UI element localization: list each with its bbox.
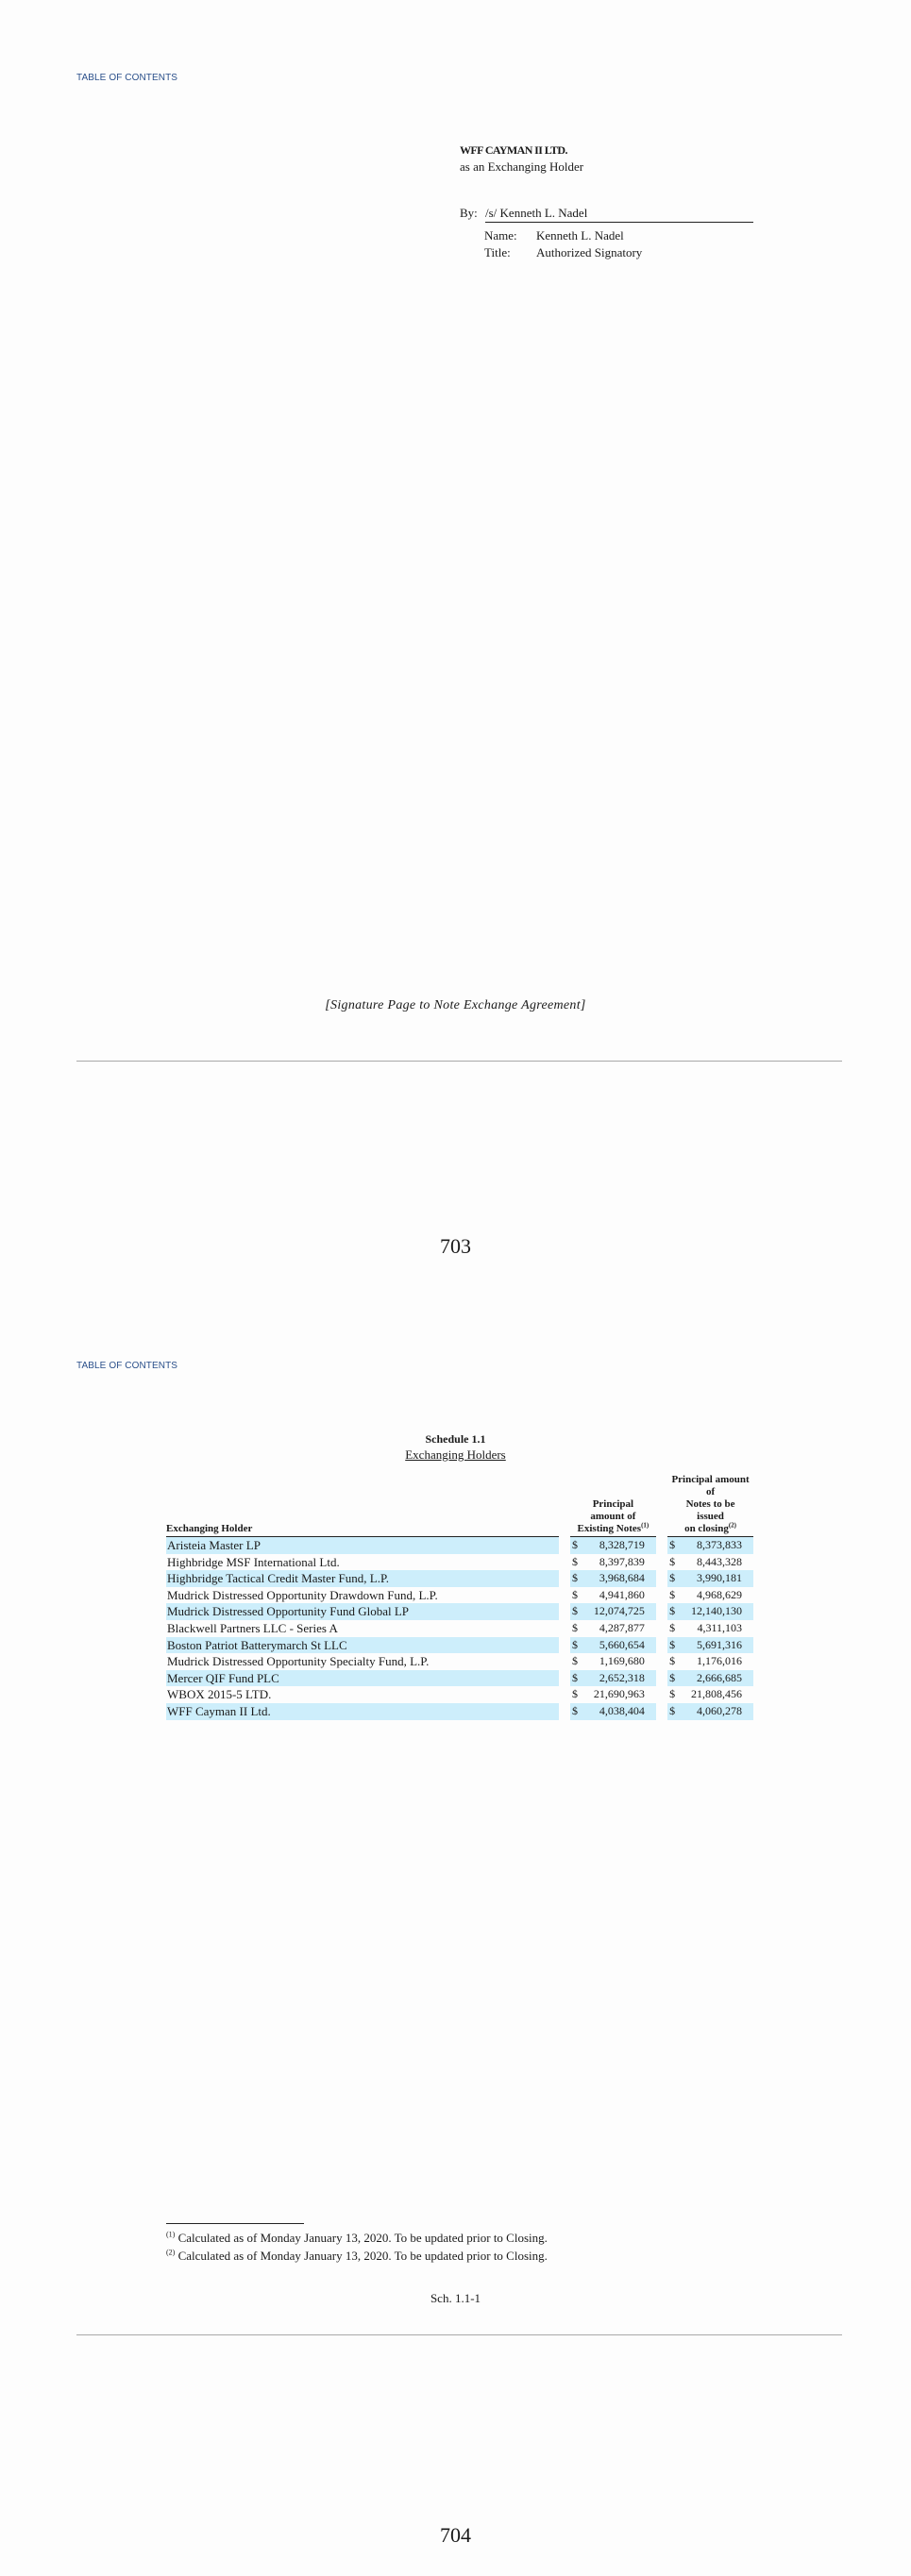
amount-value: 5,660,654 [599, 1637, 645, 1651]
by-label: By: [460, 206, 478, 220]
holder-name-cell: Boston Patriot Batterymarch St LLC [166, 1637, 559, 1654]
currency-symbol: $ [669, 1538, 676, 1551]
currency-symbol: $ [571, 1620, 578, 1634]
currency-symbol: $ [571, 1571, 578, 1585]
amount-value: 8,443,328 [697, 1554, 742, 1568]
schedule-page-label: Sch. 1.1-1 [430, 2291, 481, 2305]
currency-symbol: $ [669, 1703, 676, 1717]
footnote-1: $^{(1)}$ Calculated as of Monday January 13, 2020. To be updated prior to Closing. [166, 2230, 548, 2245]
page-divider [76, 1061, 842, 1062]
exchanging-holders-table [166, 1474, 753, 1720]
amount-value: 2,666,685 [697, 1670, 742, 1684]
issued-notes-amount-cell [667, 1620, 753, 1637]
amount-value: 8,373,833 [697, 1538, 742, 1551]
signature-line [485, 222, 753, 223]
table-of-contents-link[interactable]: TABLE OF CONTENTS [76, 1361, 178, 1371]
issued-notes-amount-cell [667, 1703, 753, 1720]
table-row [166, 1686, 753, 1703]
currency-symbol: $ [669, 1654, 676, 1668]
signatory-entity-name: WFF CAYMAN II LTD. [460, 143, 567, 157]
existing-notes-amount-cell [570, 1670, 656, 1687]
signature-page-caption: [Signature Page to Note Exchange Agreement] [325, 998, 586, 1012]
issued-notes-amount-cell [667, 1570, 753, 1587]
currency-symbol: $ [571, 1538, 578, 1551]
title-label: Title: [484, 245, 511, 259]
table-row [166, 1703, 753, 1720]
signature-text: /s/ Kenneth L. Nadel [485, 206, 588, 220]
amount-value: 5,691,316 [697, 1637, 742, 1651]
table-row [166, 1554, 753, 1571]
amount-value: 4,968,629 [697, 1587, 742, 1601]
amount-value: 21,808,456 [691, 1687, 742, 1701]
table-row [166, 1670, 753, 1687]
currency-symbol: $ [571, 1654, 578, 1668]
currency-symbol: $ [571, 1687, 578, 1701]
issued-notes-amount-cell [667, 1603, 753, 1620]
currency-symbol: $ [669, 1554, 676, 1568]
page-number: 703 [440, 1234, 471, 1258]
page-divider [76, 2334, 842, 2335]
currency-symbol: $ [571, 1554, 578, 1568]
schedule-subtitle: Exchanging Holders [405, 1447, 506, 1462]
currency-symbol: $ [669, 1687, 676, 1701]
table-header-row [166, 1474, 753, 1537]
existing-notes-amount-cell [570, 1587, 656, 1604]
issued-notes-amount-cell [667, 1587, 753, 1604]
amount-value: 4,287,877 [599, 1620, 645, 1634]
existing-notes-amount-cell [570, 1653, 656, 1670]
existing-notes-amount-cell [570, 1686, 656, 1703]
currency-symbol: $ [669, 1587, 676, 1601]
name-value: Kenneth L. Nadel [536, 228, 624, 243]
table-row [166, 1603, 753, 1620]
table-of-contents-link[interactable]: TABLE OF CONTENTS [76, 73, 178, 83]
currency-symbol: $ [669, 1571, 676, 1585]
table-row [166, 1570, 753, 1587]
existing-notes-amount-cell [570, 1603, 656, 1620]
currency-symbol: $ [669, 1670, 676, 1684]
currency-symbol: $ [571, 1604, 578, 1618]
issued-notes-amount-cell [667, 1637, 753, 1654]
signatory-role: as an Exchanging Holder [460, 159, 584, 174]
holder-name-cell: WBOX 2015-5 LTD. [167, 1687, 272, 1702]
holder-name-cell: Mudrick Distressed Opportunity Specialty Fund, L.P. [167, 1654, 430, 1669]
title-value: Authorized Signatory [536, 245, 643, 259]
amount-value: 4,311,103 [697, 1620, 742, 1634]
signatory-name-row [484, 228, 624, 243]
column-header-holder: Exchanging Holder [166, 1474, 559, 1537]
amount-value: 12,140,130 [691, 1604, 742, 1618]
signature-block [460, 143, 752, 259]
column-header-notes-issued: Principal amount of Notes to be issued on closing$^{(2)}$ [667, 1474, 753, 1537]
existing-notes-amount-cell [570, 1637, 656, 1654]
holder-name-cell: Highbridge MSF International Ltd. [167, 1554, 340, 1569]
holder-name-cell: Mudrick Distressed Opportunity Drawdown Fund, L.P. [167, 1587, 438, 1602]
holder-name-cell: Mercer QIF Fund PLC [166, 1670, 559, 1687]
table-row [166, 1537, 753, 1554]
existing-notes-amount-cell [570, 1570, 656, 1587]
amount-value: 4,038,404 [599, 1703, 645, 1717]
page-number: 704 [440, 2523, 471, 2547]
schedule-title: Schedule 1.1 [425, 1432, 486, 1446]
column-header-existing-notes: Principal amount of Existing Notes$^{(1)}$ [570, 1474, 656, 1537]
holder-name-cell: Highbridge Tactical Credit Master Fund, L.P. [166, 1570, 559, 1587]
currency-symbol: $ [571, 1587, 578, 1601]
amount-value: 1,169,680 [599, 1654, 645, 1668]
issued-notes-amount-cell [667, 1670, 753, 1687]
existing-notes-amount-cell [570, 1703, 656, 1720]
amount-value: 8,328,719 [599, 1538, 645, 1551]
holder-name-cell: Aristeia Master LP [166, 1537, 559, 1554]
existing-notes-amount-cell [570, 1537, 656, 1554]
footnote-divider [166, 2223, 304, 2224]
signature-by-row [460, 206, 752, 221]
signatory-title-row [484, 245, 642, 260]
name-label: Name: [484, 228, 517, 243]
amount-value: 3,990,181 [697, 1571, 742, 1585]
holder-name-cell: Mudrick Distressed Opportunity Fund Global LP [166, 1603, 559, 1620]
currency-symbol: $ [669, 1604, 676, 1618]
currency-symbol: $ [571, 1703, 578, 1717]
amount-value: 12,074,725 [593, 1604, 645, 1618]
holder-name-cell: Blackwell Partners LLC - Series A [167, 1620, 338, 1635]
amount-value: 3,968,684 [599, 1571, 645, 1585]
table-body [166, 1537, 753, 1720]
issued-notes-amount-cell [667, 1686, 753, 1703]
table-row [166, 1637, 753, 1654]
issued-notes-amount-cell [667, 1554, 753, 1571]
currency-symbol: $ [571, 1637, 578, 1651]
footnote-2: $^{(2)}$ Calculated as of Monday January 13, 2020. To be updated prior to Closing. [166, 2248, 548, 2263]
existing-notes-amount-cell [570, 1554, 656, 1571]
currency-symbol: $ [669, 1620, 676, 1634]
table-row [166, 1587, 753, 1604]
amount-value: 8,397,839 [599, 1554, 645, 1568]
amount-value: 4,060,278 [697, 1703, 742, 1717]
issued-notes-amount-cell [667, 1537, 753, 1554]
holder-name-cell: WFF Cayman II Ltd. [166, 1703, 559, 1720]
amount-value: 21,690,963 [593, 1687, 645, 1701]
table-row [166, 1620, 753, 1637]
amount-value: 2,652,318 [599, 1670, 645, 1684]
table-row [166, 1653, 753, 1670]
currency-symbol: $ [669, 1637, 676, 1651]
amount-value: 4,941,860 [599, 1587, 645, 1601]
currency-symbol: $ [571, 1670, 578, 1684]
existing-notes-amount-cell [570, 1620, 656, 1637]
amount-value: 1,176,016 [697, 1654, 742, 1668]
issued-notes-amount-cell [667, 1653, 753, 1670]
